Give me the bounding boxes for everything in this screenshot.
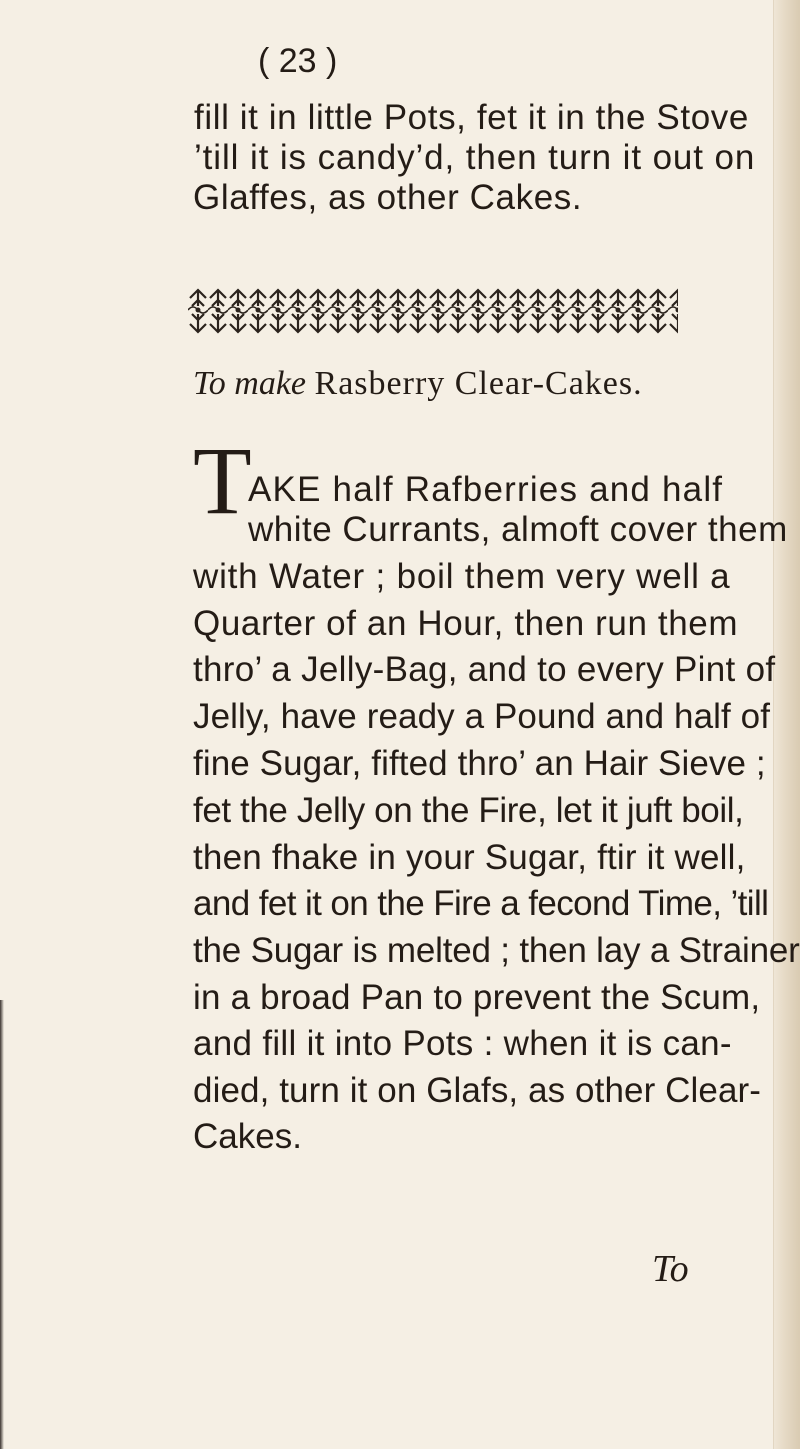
text-line: ’till it is candy’d, then turn it out on <box>194 138 756 177</box>
text-line: fill it in little Pots, fet it in the Stove <box>194 98 749 137</box>
text-line: with Water ; boil them very well a <box>193 557 731 596</box>
text-line: in a broad Pan to prevent the Scum, <box>193 978 761 1017</box>
text-line: thro’ a Jelly-Bag, and to every Pint of <box>193 650 776 689</box>
drop-cap: T <box>193 427 252 534</box>
text-line: Cakes. <box>193 1117 302 1156</box>
binding-shadow <box>0 1000 4 1449</box>
text-line: the Sugar is melted ; then lay a Strainer <box>193 931 800 970</box>
text-line: Quarter of an Hour, then run them <box>193 604 739 643</box>
text-line: died, turn it on Glafs, as other Clear- <box>193 1071 762 1110</box>
text-line: and fill it into Pots : when it is can- <box>193 1024 732 1063</box>
text-line: Jelly, have ready a Pound and half of <box>193 697 771 736</box>
recipe-title-caps: Rasberry Clear-Cakes. <box>314 365 643 402</box>
text-line: Glaffes, as other Cakes. <box>193 178 583 217</box>
text-line: AKE half Rafberries and half <box>248 470 724 509</box>
text-line: fine Sugar, fifted thro’ an Hair Sieve ; <box>193 744 766 783</box>
text-line: and fet it on the Fire a fecond Time, ’till <box>193 884 769 923</box>
printers-ornament-border-icon <box>188 284 678 336</box>
page-number-text: ( 23 ) <box>258 42 338 80</box>
text-line: fet the Jelly on the Fire, let it juft boil, <box>193 791 744 830</box>
page-edge <box>773 0 800 1449</box>
catchword: To <box>652 1248 689 1290</box>
recipe-title <box>193 364 643 404</box>
recipe-title-italic: To make <box>193 365 307 402</box>
text-line: then fhake in your Sugar, ftir it well, <box>193 838 746 877</box>
text-line: white Currants, almoft cover them <box>248 510 788 549</box>
